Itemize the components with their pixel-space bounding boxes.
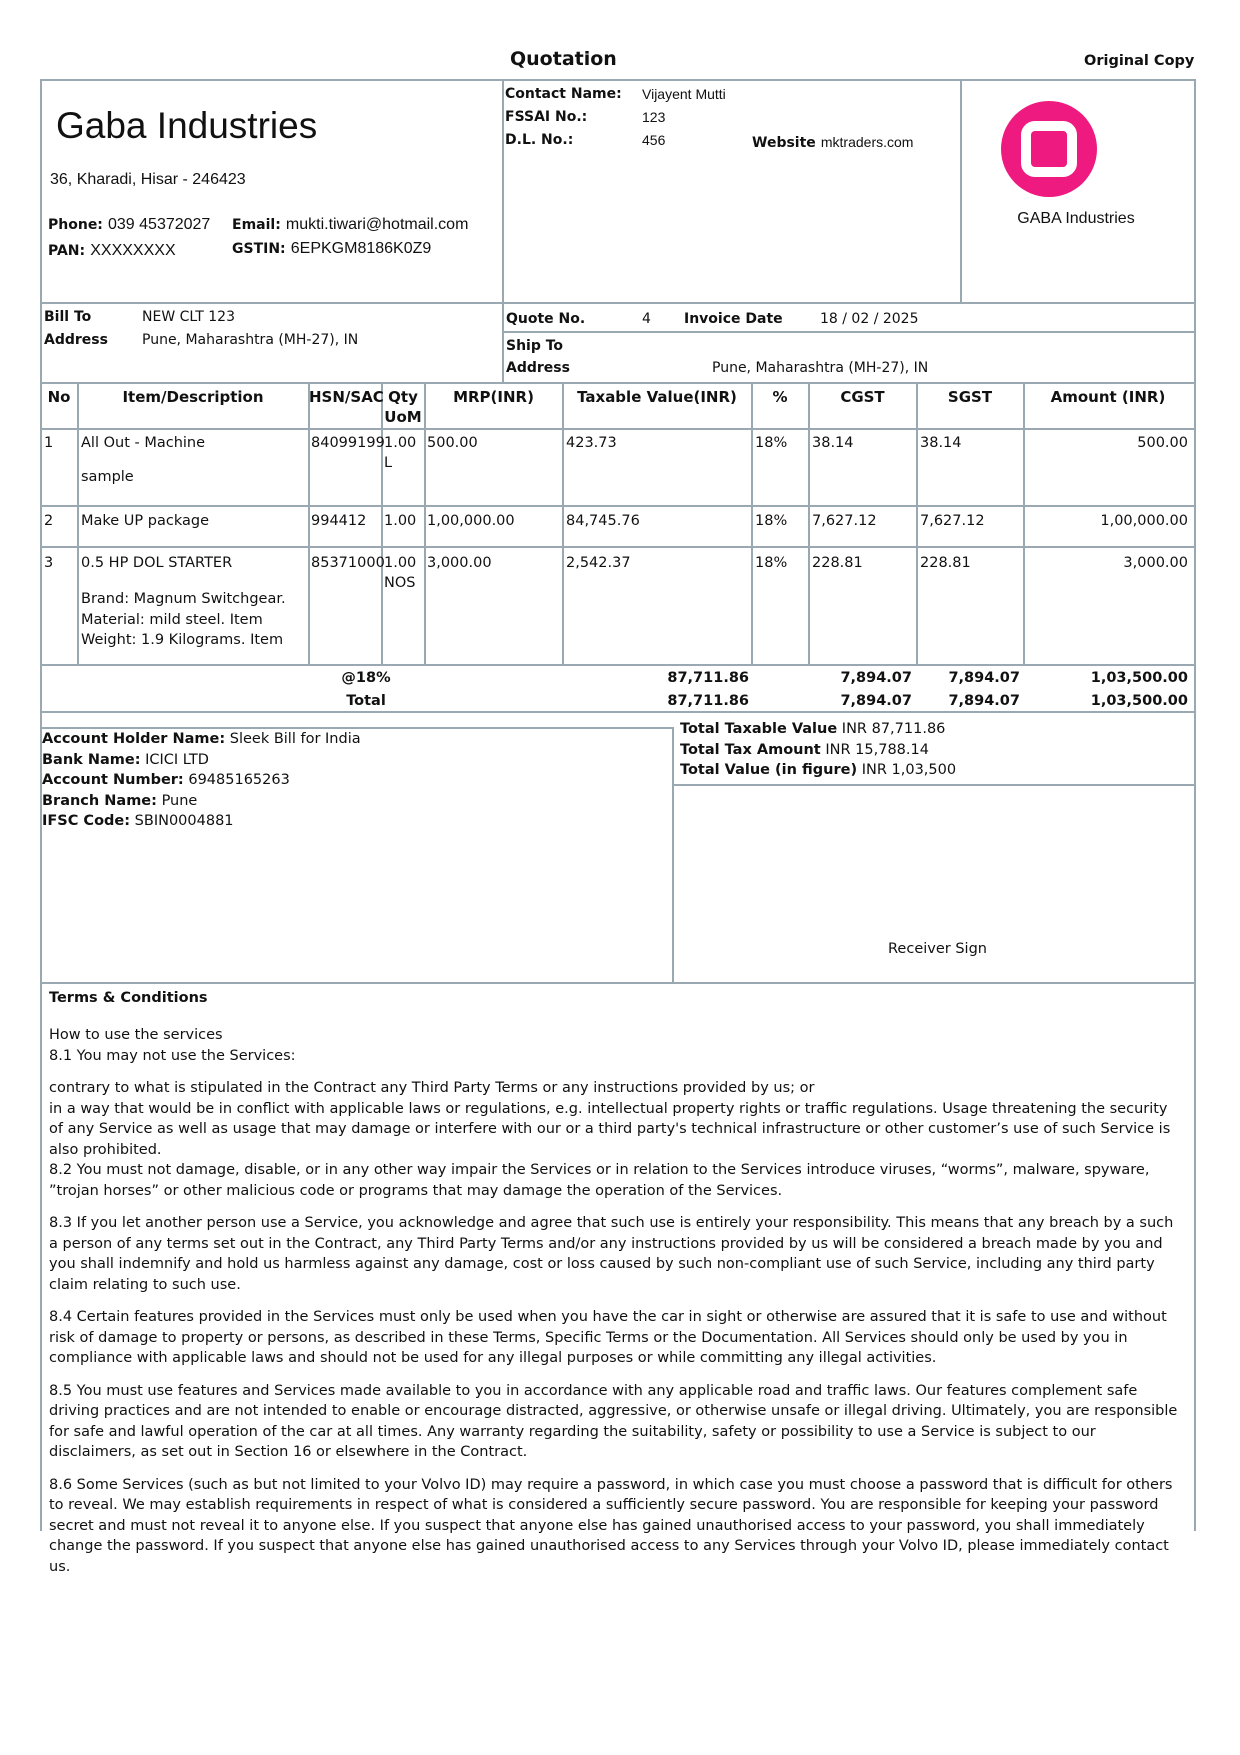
terms-title: Terms & Conditions xyxy=(49,990,208,1006)
row-pct: 18% xyxy=(755,435,788,451)
terms-paragraph: 8.3 If you let another person use a Service, you acknowledge and agree that such use is entirely your responsibility. This means that any breach by a such a person of any terms set out in the Contract, any Third Party Terms and/or any instructions provided by us will be considered a breach made by you and you shall indemnify and hold us harmless against any damage, cost or loss caused by such non-compliant use of such Service, including any third party claim relating to such use. xyxy=(49,1215,1174,1293)
invoice-date-label: Invoice Date xyxy=(684,311,783,327)
terms-paragraph: contrary to what is stipulated in the Contract any Third Party Terms or any instructions provided by us; or in a way that would be in conflict with applicable laws or regulations, e.g. intellectual property rights or traffic regulations. Usage threatening the security of any Service as well as usage that may damage or interfere with our or a third party's technical infrastructure or other customer’s use of such Service is also prohibited. 8.2 You must not damage, disable, or in any other way impair the Services or in relation to the Services introduce viruses, “worms”, malware, spyware, ”trojan horses” or other malicious code or programs that may damage the operation of the Services. xyxy=(49,1080,1171,1199)
col-header-qty: Qty xyxy=(388,388,418,406)
row-sgst: 38.14 xyxy=(920,435,962,451)
summary-label: @18% xyxy=(341,670,391,686)
quote-no-label: Quote No. xyxy=(506,311,586,327)
invoice-date: 18 / 02 / 2025 xyxy=(820,311,919,327)
total-taxable-value: INR 87,711.86 xyxy=(841,721,946,737)
summary-taxable: 87,711.86 xyxy=(667,693,749,709)
row-amount: 500.00 xyxy=(1137,435,1188,451)
ifsc-label: IFSC Code: xyxy=(42,813,131,829)
email-value: mukti.tiwari@hotmail.com xyxy=(285,216,469,233)
website-row xyxy=(752,132,913,151)
bill-to-label: Bill To xyxy=(44,309,92,325)
bank-value: ICICI LTD xyxy=(145,751,209,768)
phone-row xyxy=(48,214,210,234)
company-logo xyxy=(1000,100,1098,198)
branch-label: Branch Name: xyxy=(42,792,157,809)
row-item: 0.5 HP DOL STARTER xyxy=(81,555,233,571)
summary-label: Total xyxy=(346,693,386,709)
row-cgst: 228.81 xyxy=(812,555,863,571)
document-title: Quotation xyxy=(510,48,617,70)
row-amount: 1,00,000.00 xyxy=(1100,513,1188,529)
row-taxable: 423.73 xyxy=(566,435,617,451)
row-cgst: 38.14 xyxy=(812,435,854,451)
fssai-label: FSSAI No.: xyxy=(505,109,588,125)
holder-value: Sleek Bill for India xyxy=(229,731,361,747)
row-pct: 18% xyxy=(755,513,788,529)
total-tax-value: INR 15,788.14 xyxy=(825,741,929,758)
terms-paragraph: 8.4 Certain features provided in the Services must only be used when you have the car in sight or otherwise are assured that it is safe to use and without risk of damage to property or persons, as described in these Terms, Specific Terms or the Documentation. All Services should only be used by you in compliance with applicable laws and should not be used for any illegal purposes or while committing any illegal activities. xyxy=(49,1309,1167,1366)
col-header-no: No xyxy=(47,388,71,406)
ifsc-value: SBIN0004881 xyxy=(134,813,234,829)
row-qty: 1.00 xyxy=(384,435,417,451)
bill-address: Pune, Maharashtra (MH-27), IN xyxy=(142,332,359,348)
gstin-value: 6EPKGM8186K0Z9 xyxy=(290,240,432,257)
ship-address-label: Address xyxy=(506,360,570,376)
col-header-mrp: MRP(INR) xyxy=(453,388,534,406)
pan-value: XXXXXXXX xyxy=(90,242,176,259)
account-value: 69485165263 xyxy=(188,772,290,788)
phone-value: 039 45372027 xyxy=(108,216,211,233)
pan-row xyxy=(48,240,176,260)
col-header-taxable: Taxable Value(INR) xyxy=(577,388,737,406)
row-sgst: 7,627.12 xyxy=(920,513,985,529)
row-hsn: 85371000 xyxy=(311,555,385,571)
col-header-cgst: CGST xyxy=(840,388,885,406)
summary-sgst: 7,894.07 xyxy=(948,693,1020,709)
branch-value: Pune xyxy=(161,792,198,809)
row-taxable: 2,542.37 xyxy=(566,555,631,571)
contact-name: Vijayent Mutti xyxy=(642,86,726,102)
terms-paragraph: 8.5 You must use features and Services made available to you in accordance with any applicable road and traffic laws. Our features complement safe driving practices and are not intended to enable or encourage distracted, aggressive, or otherwise unsafe or illegal driving. Ultimately, you are responsible for safe and lawful operation of the car at all times. Any warranty regarding the suitability, safety or possibility to use a Service is subject to our disclaimers, as set out in Section 16 or elsewhere in the Contract. xyxy=(49,1382,1178,1460)
row-desc: sample xyxy=(81,469,134,485)
col-header-amount: Amount (INR) xyxy=(1050,388,1166,406)
holder-label: Account Holder Name: xyxy=(42,731,226,747)
email-label: Email: xyxy=(232,217,281,233)
bank-label: Bank Name: xyxy=(42,751,141,768)
dl-value: 456 xyxy=(642,132,666,148)
total-tax-label: Total Tax Amount xyxy=(680,741,821,758)
dl-label: D.L. No.: xyxy=(505,132,574,148)
ship-address: Pune, Maharashtra (MH-27), IN xyxy=(712,360,929,376)
row-mrp: 1,00,000.00 xyxy=(427,513,515,529)
summary-cgst: 7,894.07 xyxy=(840,670,912,686)
row-uom: NOS xyxy=(384,575,416,591)
total-taxable-label: Total Taxable Value xyxy=(680,721,838,737)
bill-to-value: NEW CLT 123 xyxy=(142,309,235,325)
row-taxable: 84,745.76 xyxy=(566,513,640,529)
col-header-uom: UoM xyxy=(384,408,422,426)
ship-to-label: Ship To xyxy=(506,338,564,354)
terms-body xyxy=(49,1025,1185,1589)
row-desc: Brand: Magnum Switchgear. Material: mild steel. Item Weight: 1.9 Kilograms. Item xyxy=(81,591,286,648)
summary-amount: 1,03,500.00 xyxy=(1090,670,1188,686)
account-label: Account Number: xyxy=(42,772,184,788)
col-header-pct: % xyxy=(772,388,788,406)
row-cgst: 7,627.12 xyxy=(812,513,877,529)
copy-label: Original Copy xyxy=(1084,53,1195,69)
terms-paragraph: How to use the services 8.1 You may not use the Services: xyxy=(49,1027,296,1064)
logo-caption: GABA Industries xyxy=(1017,210,1135,227)
bill-address-label: Address xyxy=(44,332,108,348)
row-uom: L xyxy=(384,455,393,471)
col-header-sgst: SGST xyxy=(947,388,993,406)
total-value-label: Total Value (in figure) xyxy=(680,762,858,778)
contact-name-label: Contact Name: xyxy=(505,86,622,102)
row-no: 2 xyxy=(44,513,54,529)
row-sgst: 228.81 xyxy=(920,555,971,571)
receiver-sign: Receiver Sign xyxy=(888,941,987,957)
website-label: Website xyxy=(752,135,816,151)
fssai-value: 123 xyxy=(642,109,666,125)
pan-label: PAN: xyxy=(48,243,86,259)
row-hsn: 84099199 xyxy=(311,435,385,451)
company-address: 36, Kharadi, Hisar - 246423 xyxy=(50,171,246,188)
phone-label: Phone: xyxy=(48,217,103,233)
col-header-item: Item/Description xyxy=(122,388,264,406)
row-item: All Out - Machine xyxy=(81,435,206,451)
row-item: Make UP package xyxy=(81,513,209,529)
row-no: 3 xyxy=(44,555,54,571)
row-mrp: 500.00 xyxy=(427,435,478,451)
col-header-hsn: HSN/SAC xyxy=(309,388,384,406)
gstin-label: GSTIN: xyxy=(232,241,286,257)
terms-paragraph: 8.6 Some Services (such as but not limited to your Volvo ID) may require a password, in which case you must choose a password that is difficult for others to reveal. We may establish requirements in respect of what is considered a sufficiently secure password. You are responsible for keeping your password secret and must not reveal it to anyone else. If you suspect that anyone else has gained unauthorised access to your password, you shall immediately change the password. If you suspect that anyone else has gained unauthorised access to any Services through your Volvo ID, please immediately contact us. xyxy=(49,1476,1173,1575)
row-amount: 3,000.00 xyxy=(1123,555,1188,571)
company-name: Gaba Industries xyxy=(56,105,318,146)
row-qty: 1.00 xyxy=(384,555,417,571)
quote-no: 4 xyxy=(642,311,651,327)
totals-summary xyxy=(680,719,956,781)
summary-amount: 1,03,500.00 xyxy=(1090,693,1188,709)
total-value: INR 1,03,500 xyxy=(861,762,957,778)
summary-sgst: 7,894.07 xyxy=(948,670,1020,686)
email-row xyxy=(232,214,468,234)
bank-details xyxy=(42,729,361,832)
summary-taxable: 87,711.86 xyxy=(667,670,749,686)
row-pct: 18% xyxy=(755,555,788,571)
summary-cgst: 7,894.07 xyxy=(840,693,912,709)
gstin-row xyxy=(232,238,431,258)
row-qty: 1.00 xyxy=(384,513,417,529)
website-value: mktraders.com xyxy=(820,134,914,150)
row-mrp: 3,000.00 xyxy=(427,555,492,571)
row-hsn: 994412 xyxy=(311,513,367,529)
row-no: 1 xyxy=(44,435,54,451)
